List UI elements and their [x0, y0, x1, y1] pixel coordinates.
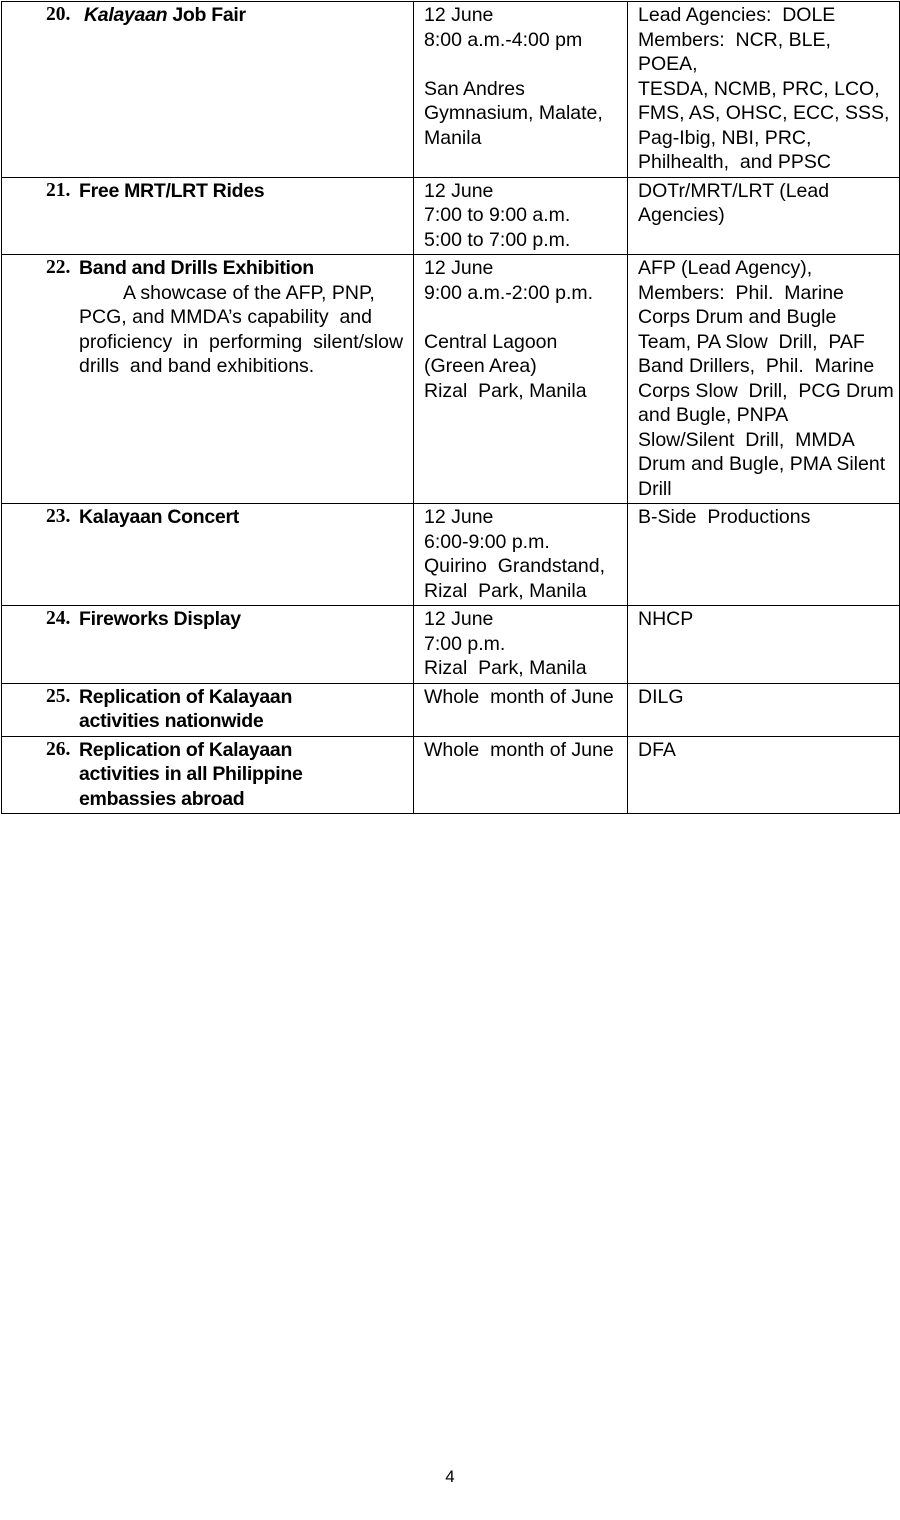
date-line: Whole month of June [424, 738, 614, 761]
event-title-line: activities in all Philippine [79, 763, 303, 785]
agency-line: Band Drillers, Phil. Marine [638, 355, 875, 377]
table-row [2, 2, 900, 178]
date-venue-cell [414, 177, 628, 255]
table-row [2, 606, 900, 684]
item-number: 20. [46, 4, 71, 25]
event-title-line: Replication of Kalayaan [79, 738, 293, 761]
venue-line: San Andres [424, 77, 525, 100]
table-row [2, 255, 900, 504]
table-row [2, 736, 900, 814]
agencies-cell [628, 683, 900, 736]
agency-line: Drum and Bugle, PMA Silent [638, 453, 886, 475]
date-line: 12 June [424, 4, 494, 26]
event-title: Kalayaan Concert [79, 506, 239, 528]
time-line: 9:00 a.m.-2:00 p.m. [424, 281, 594, 304]
venue-line: Rizal Park, Manila [424, 657, 587, 679]
event-title: Band and Drills Exhibition [79, 257, 314, 279]
item-number: 24. [46, 608, 71, 629]
agency-line: Corps Slow Drill, PCG Drum [638, 379, 894, 402]
time-line: 7:00 to 9:00 a.m. [424, 204, 571, 226]
agency-line: Slow/Silent Drill, MMDA [638, 428, 855, 451]
event-title: Fireworks Display [79, 608, 241, 630]
venue-line: Quirino Grandstand, [424, 555, 606, 577]
agency-line: Agencies) [638, 204, 725, 226]
date-line: 12 June [424, 257, 494, 279]
agency-line: DILG [638, 685, 684, 708]
agency-line: B-Side Productions [638, 506, 811, 528]
event-title [84, 4, 246, 26]
event-description-line: proficiency in performing silent/slow [79, 330, 404, 353]
event-title-line: activities nationwide [79, 710, 264, 732]
agency-line: Corps Drum and Bugle [638, 306, 837, 328]
schedule-table [1, 1, 900, 814]
event-cell [2, 736, 414, 814]
event-cell [2, 606, 414, 684]
venue-line: (Green Area) [424, 355, 537, 377]
agency-line: Philhealth, and PPSC [638, 151, 831, 173]
event-title-line: Replication of Kalayaan [79, 685, 293, 708]
item-number: 26. [46, 738, 71, 760]
agency-line: Lead Agencies: DOLE [638, 4, 836, 26]
date-line: Whole month of June [424, 685, 614, 708]
date-line: 12 June [424, 179, 494, 202]
event-description-line: drills and band exhibitions. [79, 355, 315, 377]
date-venue-cell [414, 683, 628, 736]
time-line: 8:00 a.m.-4:00 pm [424, 28, 583, 51]
table-row [2, 683, 900, 736]
page-number: 4 [445, 1467, 455, 1486]
venue-line: Manila [424, 126, 482, 149]
agency-line: FMS, AS, OHSC, ECC, SSS, [638, 102, 890, 124]
table-row [2, 504, 900, 606]
venue-line: Rizal Park, Manila [424, 579, 587, 602]
agency-line: and Bugle, PNPA [638, 404, 789, 426]
time-line: 6:00-9:00 p.m. [424, 530, 550, 553]
event-description-line: PCG, and MMDA’s capability and [79, 306, 372, 328]
agencies-cell [628, 606, 900, 684]
agency-line: AFP (Lead Agency), [638, 257, 813, 279]
event-description-line: A showcase of the AFP, PNP, [123, 281, 375, 304]
venue-line: Central Lagoon [424, 330, 558, 353]
agency-line: NHCP [638, 608, 694, 630]
agency-line: Drill [638, 477, 672, 500]
agency-line: Members: NCR, BLE, POEA, [638, 28, 837, 75]
date-line: 12 June [424, 608, 494, 630]
time-line: 5:00 to 7:00 p.m. [424, 228, 571, 251]
date-venue-cell [414, 504, 628, 606]
agencies-cell [628, 255, 900, 504]
venue-line: Rizal Park, Manila [424, 379, 587, 402]
agencies-cell [628, 504, 900, 606]
agency-line: DFA [638, 738, 676, 761]
agency-line: Members: Phil. Marine [638, 281, 844, 304]
item-number: 22. [46, 257, 71, 278]
event-cell [2, 683, 414, 736]
agencies-cell [628, 736, 900, 814]
date-line: 12 June [424, 506, 494, 528]
venue-line: Gymnasium, Malate, [424, 102, 603, 124]
date-venue-cell [414, 606, 628, 684]
agency-line: DOTr/MRT/LRT (Lead [638, 179, 830, 202]
event-title: Free MRT/LRT Rides [79, 179, 265, 202]
table-row [2, 177, 900, 255]
date-venue-cell [414, 255, 628, 504]
agency-line: TESDA, NCMB, PRC, LCO, [638, 77, 880, 100]
agencies-cell [628, 177, 900, 255]
time-line: 7:00 p.m. [424, 632, 506, 655]
date-venue-cell [414, 736, 628, 814]
event-title-line: embassies abroad [79, 787, 245, 810]
agency-line: Team, PA Slow Drill, PAF [638, 330, 865, 353]
item-number: 25. [46, 685, 71, 707]
item-number: 23. [46, 506, 71, 527]
event-title-italic: Kalayaan [84, 4, 168, 26]
event-title-rest: Job Fair [167, 4, 246, 26]
event-cell [2, 504, 414, 606]
agencies-cell [628, 2, 900, 178]
item-number: 21. [46, 179, 71, 201]
event-cell [2, 177, 414, 255]
event-cell [2, 2, 414, 178]
date-venue-cell [414, 2, 628, 178]
event-cell [2, 255, 414, 504]
agency-line: Pag-Ibig, NBI, PRC, [638, 126, 812, 149]
